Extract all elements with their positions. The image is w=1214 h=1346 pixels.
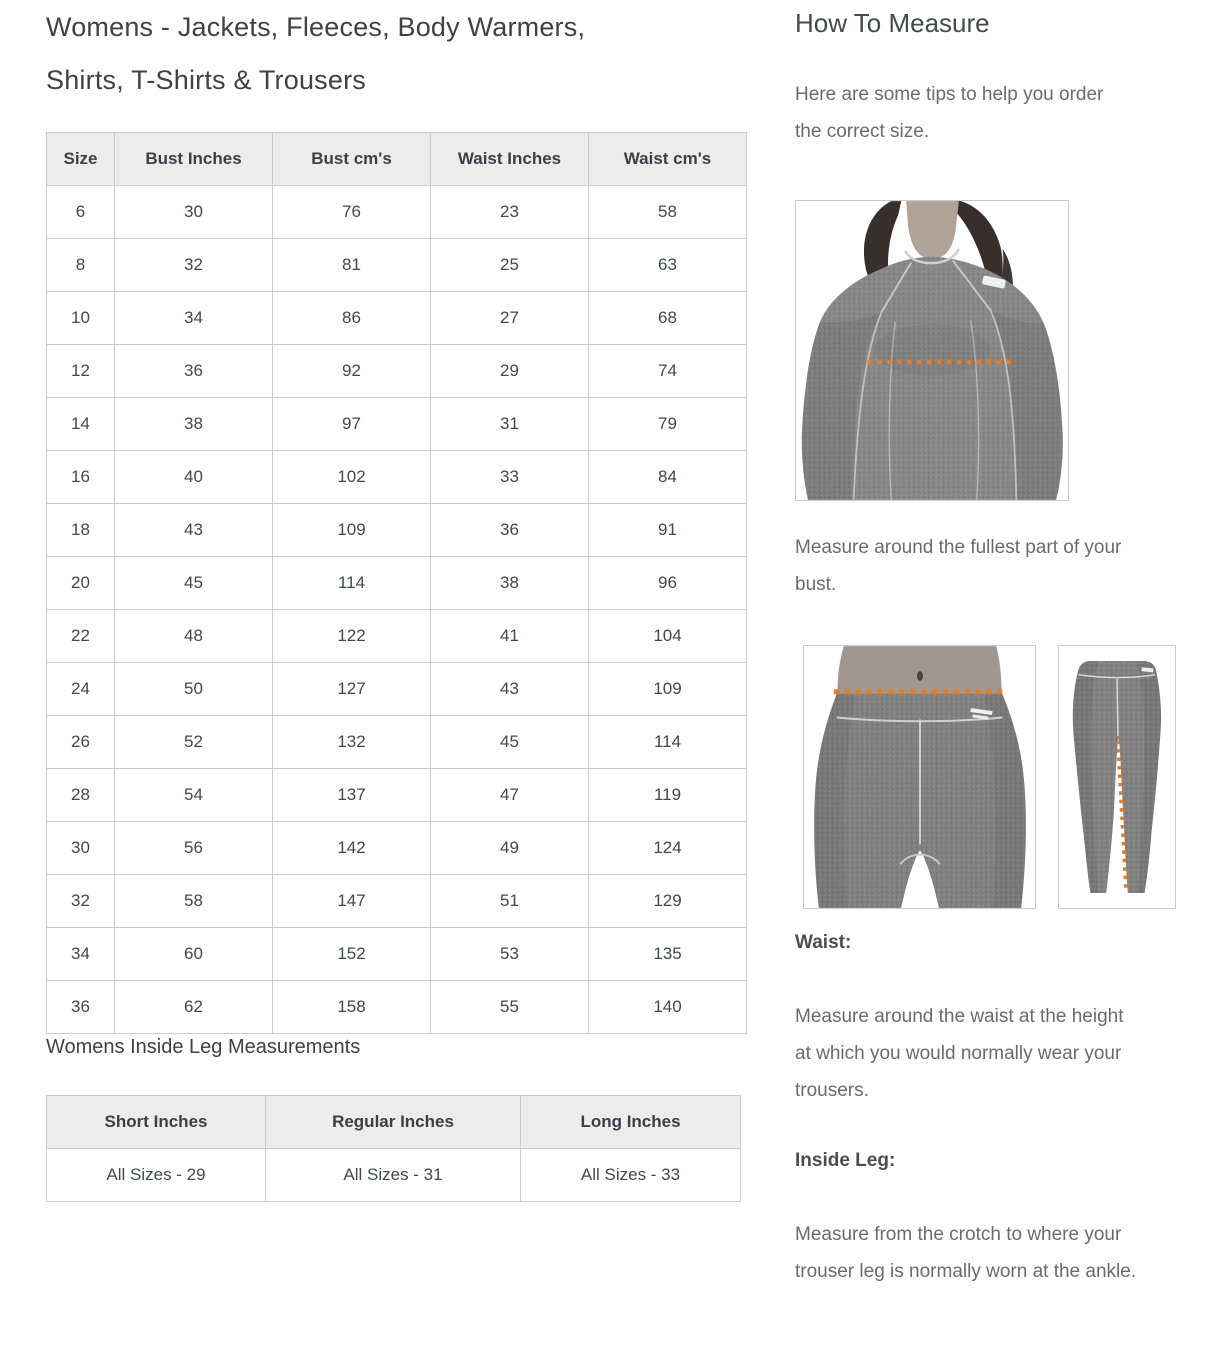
table-row (47, 398, 747, 451)
table-cell: 122 (273, 610, 431, 663)
table-cell: 60 (115, 928, 273, 981)
table-cell: 56 (115, 822, 273, 875)
table-cell: 23 (431, 186, 589, 239)
table-cell: 152 (273, 928, 431, 981)
table-row (47, 928, 747, 981)
table-cell: 34 (47, 928, 115, 981)
table-cell: All Sizes - 29 (47, 1149, 266, 1202)
table-cell: 6 (47, 186, 115, 239)
table-cell: 76 (273, 186, 431, 239)
table-cell: 81 (273, 239, 431, 292)
table-cell: 50 (115, 663, 273, 716)
table-cell: 47 (431, 769, 589, 822)
table-cell: 52 (115, 716, 273, 769)
table-row (47, 663, 747, 716)
table-cell: 27 (431, 292, 589, 345)
header-row (47, 1096, 741, 1149)
inside-leg-label: Inside Leg: (795, 1150, 896, 1171)
table-cell: 74 (589, 345, 747, 398)
table-row (47, 504, 747, 557)
column-header: Size (47, 133, 115, 186)
table-cell: 28 (47, 769, 115, 822)
header-row (47, 133, 747, 186)
table-row (47, 822, 747, 875)
waist-label: Waist: (795, 932, 852, 953)
table-row (47, 239, 747, 292)
table-cell: 63 (589, 239, 747, 292)
table-cell: 40 (115, 451, 273, 504)
page-title-line-2: Shirts, T-Shirts & Trousers (46, 65, 366, 95)
table-cell: 102 (273, 451, 431, 504)
page-title-line-1: Womens - Jackets, Fleeces, Body Warmers, (46, 12, 586, 42)
table-row (47, 716, 747, 769)
table-cell: 22 (47, 610, 115, 663)
table-cell: 114 (589, 716, 747, 769)
table-cell: 45 (115, 557, 273, 610)
table-cell: 55 (431, 981, 589, 1034)
column-header: Bust Inches (115, 133, 273, 186)
table-cell: 45 (431, 716, 589, 769)
table-cell: 25 (431, 239, 589, 292)
table-row (47, 451, 747, 504)
table-cell: 34 (115, 292, 273, 345)
table-row (47, 610, 747, 663)
table-cell: 10 (47, 292, 115, 345)
table-row (47, 1149, 741, 1202)
table-cell: 8 (47, 239, 115, 292)
table-cell: 14 (47, 398, 115, 451)
table-row (47, 557, 747, 610)
table-cell: 49 (431, 822, 589, 875)
table-cell: 32 (47, 875, 115, 928)
table-cell: 58 (115, 875, 273, 928)
column-header: Regular Inches (266, 1096, 521, 1149)
table-cell: 91 (589, 504, 747, 557)
table-cell: 18 (47, 504, 115, 557)
bust-measure-illustration (796, 201, 1068, 500)
table-row (47, 292, 747, 345)
table-cell: 140 (589, 981, 747, 1034)
table-cell: 36 (115, 345, 273, 398)
womens-size-table (46, 132, 747, 1034)
intro-text: Here are some tips to help you order the correct size. (795, 84, 1104, 142)
table-cell: 36 (431, 504, 589, 557)
column-header: Bust cm's (273, 133, 431, 186)
table-cell: 58 (589, 186, 747, 239)
waist-instructions: Measure around the waist at the height at which you would normally wear your trousers. (795, 1006, 1124, 1101)
table-cell: 41 (431, 610, 589, 663)
table-cell: 31 (431, 398, 589, 451)
table-cell: 86 (273, 292, 431, 345)
inside-leg-measure-illustration (1059, 646, 1175, 908)
table-cell: 51 (431, 875, 589, 928)
table-cell: 147 (273, 875, 431, 928)
table-cell: 12 (47, 345, 115, 398)
table-row (47, 875, 747, 928)
column-header: Long Inches (521, 1096, 741, 1149)
table-cell: 135 (589, 928, 747, 981)
column-header: Waist Inches (431, 133, 589, 186)
column-header: Short Inches (47, 1096, 266, 1149)
table-cell: 97 (273, 398, 431, 451)
table-row (47, 769, 747, 822)
table-cell: 38 (115, 398, 273, 451)
table-cell: 119 (589, 769, 747, 822)
table-cell: 20 (47, 557, 115, 610)
table-cell: 62 (115, 981, 273, 1034)
table-cell: 54 (115, 769, 273, 822)
inside-leg-measure-image (1058, 645, 1176, 909)
table-row (47, 981, 747, 1034)
table-cell: 92 (273, 345, 431, 398)
table-cell: 16 (47, 451, 115, 504)
table-row (47, 186, 747, 239)
table-cell: 30 (47, 822, 115, 875)
table-cell: 132 (273, 716, 431, 769)
table-cell: 43 (115, 504, 273, 557)
table-cell: 79 (589, 398, 747, 451)
waist-measure-image (803, 645, 1036, 909)
table-cell: 33 (431, 451, 589, 504)
table-cell: 127 (273, 663, 431, 716)
table-cell: 53 (431, 928, 589, 981)
table-cell: 96 (589, 557, 747, 610)
table-cell: 36 (47, 981, 115, 1034)
bust-caption: Measure around the fullest part of your bust. (795, 537, 1122, 595)
table-cell: 109 (273, 504, 431, 557)
inside-leg-table (46, 1095, 741, 1202)
column-header: Waist cm's (589, 133, 747, 186)
table-cell: 129 (589, 875, 747, 928)
table-cell: 114 (273, 557, 431, 610)
page-title (46, 1, 585, 107)
table-cell: 30 (115, 186, 273, 239)
table-cell: 137 (273, 769, 431, 822)
table-cell: 32 (115, 239, 273, 292)
table-cell: 158 (273, 981, 431, 1034)
inside-leg-heading: Womens Inside Leg Measurements (46, 1036, 361, 1058)
how-to-measure-heading: How To Measure (795, 8, 990, 38)
table-cell: 38 (431, 557, 589, 610)
waist-measure-illustration (804, 646, 1035, 908)
table-cell: 84 (589, 451, 747, 504)
table-cell: 124 (589, 822, 747, 875)
bust-measure-image (795, 200, 1069, 501)
table-cell: 29 (431, 345, 589, 398)
table-cell: 104 (589, 610, 747, 663)
table-cell: 109 (589, 663, 747, 716)
table-cell: All Sizes - 33 (521, 1149, 741, 1202)
table-cell: All Sizes - 31 (266, 1149, 521, 1202)
table-cell: 48 (115, 610, 273, 663)
table-cell: 142 (273, 822, 431, 875)
inside-leg-instructions: Measure from the crotch to where your trouser leg is normally worn at the ankle. (795, 1224, 1137, 1282)
table-cell: 26 (47, 716, 115, 769)
table-cell: 68 (589, 292, 747, 345)
table-cell: 43 (431, 663, 589, 716)
table-row (47, 345, 747, 398)
table-cell: 24 (47, 663, 115, 716)
